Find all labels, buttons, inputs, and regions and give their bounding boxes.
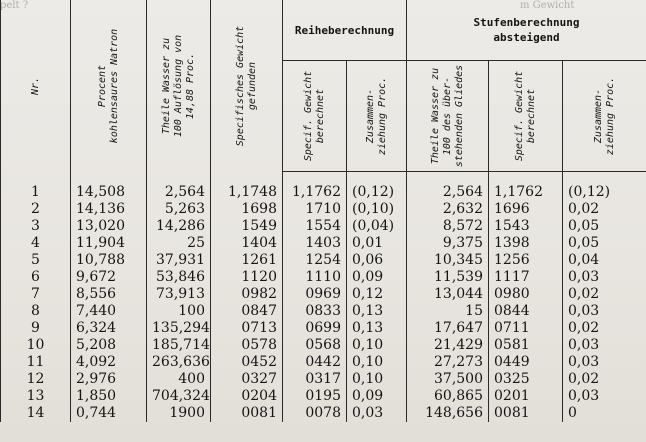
table-row: [1, 405, 646, 422]
cell-stufen-zusammenziehung: 0,02: [563, 320, 646, 337]
header-stufen-gewicht: Specif. Gewicht berechnet: [489, 61, 563, 172]
cell-stufen-wasser: 148,656: [407, 405, 489, 422]
cell-stufen-wasser: 2,632: [407, 201, 489, 218]
bleed-text-left: pelt ?: [0, 0, 29, 11]
table-row: [1, 252, 646, 269]
table-row: [1, 371, 646, 388]
cell-stufen-gewicht: 1,1762: [489, 184, 563, 201]
cell-stufen-zusammenziehung: 0,04: [563, 252, 646, 269]
cell-procent: 5,208: [71, 337, 147, 354]
cell-wasser: 25: [147, 235, 211, 252]
cell-reihe-zusammenziehung: 0,01: [347, 235, 407, 252]
cell-wasser: 100: [147, 303, 211, 320]
cell-wasser: 135,294: [147, 320, 211, 337]
table-row: [1, 303, 646, 320]
cell-gewicht: 1120: [211, 269, 283, 286]
cell-nr: 13: [1, 388, 71, 405]
cell-reihe-gewicht: 0833: [283, 303, 347, 320]
cell-gewicht: 1549: [211, 218, 283, 235]
cell-reihe-zusammenziehung: 0,10: [347, 371, 407, 388]
cell-stufen-wasser: 21,429: [407, 337, 489, 354]
table-row: [1, 201, 646, 218]
cell-nr: 12: [1, 371, 71, 388]
cell-procent: 10,788: [71, 252, 147, 269]
cell-gewicht: 0713: [211, 320, 283, 337]
header-procent: Procent kohlensaures Natron: [71, 0, 147, 172]
cell-gewicht: 0578: [211, 337, 283, 354]
cell-stufen-gewicht: 1696: [489, 201, 563, 218]
header-nr: [1, 0, 71, 172]
cell-stufen-gewicht: 0711: [489, 320, 563, 337]
header-group-reihe: Reiheberechnung: [283, 0, 407, 61]
cell-procent: 1,850: [71, 388, 147, 405]
cell-stufen-zusammenziehung: 0,02: [563, 201, 646, 218]
cell-nr: 2: [1, 201, 71, 218]
cell-wasser: 2,564: [147, 184, 211, 201]
cell-wasser: 14,286: [147, 218, 211, 235]
cell-stufen-gewicht: 1256: [489, 252, 563, 269]
cell-reihe-gewicht: 0195: [283, 388, 347, 405]
cell-procent: 13,020: [71, 218, 147, 235]
table-row: [1, 354, 646, 371]
cell-stufen-zusammenziehung: 0,03: [563, 388, 646, 405]
cell-stufen-wasser: 11,539: [407, 269, 489, 286]
cell-nr: 3: [1, 218, 71, 235]
cell-procent: 9,672: [71, 269, 147, 286]
cell-reihe-zusammenziehung: 0,06: [347, 252, 407, 269]
cell-reihe-zusammenziehung: (0,04): [347, 218, 407, 235]
cell-wasser: 1900: [147, 405, 211, 422]
header-group-stufen: Stufenberechnung absteigend: [407, 0, 646, 61]
cell-stufen-gewicht: 0449: [489, 354, 563, 371]
cell-reihe-gewicht: 1403: [283, 235, 347, 252]
cell-procent: 14,136: [71, 201, 147, 218]
cell-procent: 2,976: [71, 371, 147, 388]
cell-stufen-zusammenziehung: 0,03: [563, 269, 646, 286]
cell-gewicht: 0204: [211, 388, 283, 405]
cell-reihe-gewicht: 1254: [283, 252, 347, 269]
cell-stufen-zusammenziehung: 0,02: [563, 286, 646, 303]
header-stufen-wasser: Theile Wasser zu 100 des über- stehenden Gliedes: [407, 61, 489, 172]
cell-procent: 6,324: [71, 320, 147, 337]
cell-stufen-wasser: 9,375: [407, 235, 489, 252]
table-row: [1, 320, 646, 337]
cell-gewicht: 0452: [211, 354, 283, 371]
table-row: [1, 269, 646, 286]
cell-nr: 4: [1, 235, 71, 252]
cell-reihe-gewicht: 1110: [283, 269, 347, 286]
cell-reihe-zusammenziehung: 0,12: [347, 286, 407, 303]
cell-stufen-zusammenziehung: 0,03: [563, 337, 646, 354]
header-reihe-gewicht: Specif. Gewicht berechnet: [283, 61, 347, 172]
cell-reihe-zusammenziehung: 0,09: [347, 388, 407, 405]
header-stufen-zusammenziehung: Zusammen- ziehung Proc.: [563, 61, 646, 172]
cell-wasser: 185,714: [147, 337, 211, 354]
header-wasser: Theile Wasser zu 100 Auflösung von 14,88 Proc.: [147, 0, 211, 172]
cell-stufen-zusammenziehung: 0,03: [563, 303, 646, 320]
cell-reihe-gewicht: 0969: [283, 286, 347, 303]
cell-gewicht: 1,1748: [211, 184, 283, 201]
cell-stufen-zusammenziehung: (0,12): [563, 184, 646, 201]
cell-stufen-zusammenziehung: 0,05: [563, 218, 646, 235]
cell-reihe-zusammenziehung: 0,10: [347, 354, 407, 371]
cell-wasser: 5,263: [147, 201, 211, 218]
cell-procent: 0,744: [71, 405, 147, 422]
cell-stufen-wasser: 2,564: [407, 184, 489, 201]
cell-reihe-gewicht: 0442: [283, 354, 347, 371]
cell-stufen-gewicht: 1543: [489, 218, 563, 235]
cell-reihe-zusammenziehung: 0,10: [347, 337, 407, 354]
cell-stufen-wasser: 10,345: [407, 252, 489, 269]
cell-procent: 4,092: [71, 354, 147, 371]
cell-nr: 1: [1, 184, 71, 201]
table-row: [1, 286, 646, 303]
cell-wasser: 704,324: [147, 388, 211, 405]
cell-stufen-wasser: 17,647: [407, 320, 489, 337]
header-gewicht: Specifisches Gewicht gefunden: [211, 0, 283, 172]
cell-procent: 8,556: [71, 286, 147, 303]
cell-reihe-gewicht: 1710: [283, 201, 347, 218]
cell-gewicht: 1404: [211, 235, 283, 252]
cell-reihe-zusammenziehung: (0,10): [347, 201, 407, 218]
table-row: [1, 218, 646, 235]
cell-nr: 6: [1, 269, 71, 286]
cell-reihe-zusammenziehung: (0,12): [347, 184, 407, 201]
cell-nr: 9: [1, 320, 71, 337]
cell-stufen-wasser: 8,572: [407, 218, 489, 235]
cell-wasser: 263,636: [147, 354, 211, 371]
cell-stufen-gewicht: 0201: [489, 388, 563, 405]
cell-wasser: 53,846: [147, 269, 211, 286]
cell-gewicht: 1698: [211, 201, 283, 218]
cell-gewicht: 0847: [211, 303, 283, 320]
cell-nr: 11: [1, 354, 71, 371]
cell-gewicht: 0081: [211, 405, 283, 422]
cell-stufen-wasser: 15: [407, 303, 489, 320]
cell-stufen-wasser: 27,273: [407, 354, 489, 371]
cell-stufen-gewicht: 0325: [489, 371, 563, 388]
cell-procent: 7,440: [71, 303, 147, 320]
table-row: [1, 184, 646, 201]
cell-stufen-gewicht: 0844: [489, 303, 563, 320]
cell-stufen-gewicht: 0581: [489, 337, 563, 354]
cell-reihe-zusammenziehung: 0,13: [347, 303, 407, 320]
cell-reihe-gewicht: 0699: [283, 320, 347, 337]
cell-stufen-gewicht: 1398: [489, 235, 563, 252]
cell-stufen-wasser: 60,865: [407, 388, 489, 405]
table-body: [1, 172, 646, 423]
cell-stufen-wasser: 13,044: [407, 286, 489, 303]
cell-gewicht: 0982: [211, 286, 283, 303]
cell-stufen-zusammenziehung: 0,05: [563, 235, 646, 252]
cell-reihe-gewicht: 0078: [283, 405, 347, 422]
cell-nr: 5: [1, 252, 71, 269]
table-row: [1, 388, 646, 405]
cell-gewicht: 1261: [211, 252, 283, 269]
header-nr-text: Nr.: [29, 76, 41, 95]
cell-stufen-wasser: 37,500: [407, 371, 489, 388]
cell-stufen-gewicht: 0980: [489, 286, 563, 303]
cell-wasser: 400: [147, 371, 211, 388]
cell-procent: 11,904: [71, 235, 147, 252]
cell-reihe-zusammenziehung: 0,13: [347, 320, 407, 337]
cell-stufen-gewicht: 1117: [489, 269, 563, 286]
cell-gewicht: 0327: [211, 371, 283, 388]
cell-stufen-zusammenziehung: 0,03: [563, 354, 646, 371]
spacer-row: [1, 172, 646, 185]
cell-nr: 8: [1, 303, 71, 320]
cell-reihe-gewicht: 0317: [283, 371, 347, 388]
table-row: [1, 235, 646, 252]
cell-stufen-gewicht: 0081: [489, 405, 563, 422]
cell-reihe-zusammenziehung: 0,09: [347, 269, 407, 286]
cell-stufen-zusammenziehung: 0: [563, 405, 646, 422]
cell-nr: 10: [1, 337, 71, 354]
cell-wasser: 73,913: [147, 286, 211, 303]
cell-wasser: 37,931: [147, 252, 211, 269]
header-reihe-zusammenziehung: Zusammen- ziehung Proc.: [347, 61, 407, 172]
cell-reihe-gewicht: 1554: [283, 218, 347, 235]
cell-reihe-zusammenziehung: 0,03: [347, 405, 407, 422]
cell-nr: 7: [1, 286, 71, 303]
cell-nr: 14: [1, 405, 71, 422]
cell-procent: 14,508: [71, 184, 147, 201]
cell-reihe-gewicht: 0568: [283, 337, 347, 354]
cell-reihe-gewicht: 1,1762: [283, 184, 347, 201]
cell-stufen-zusammenziehung: 0,02: [563, 371, 646, 388]
bleed-text-right: m Gewicht: [520, 0, 575, 11]
table-row: [1, 337, 646, 354]
